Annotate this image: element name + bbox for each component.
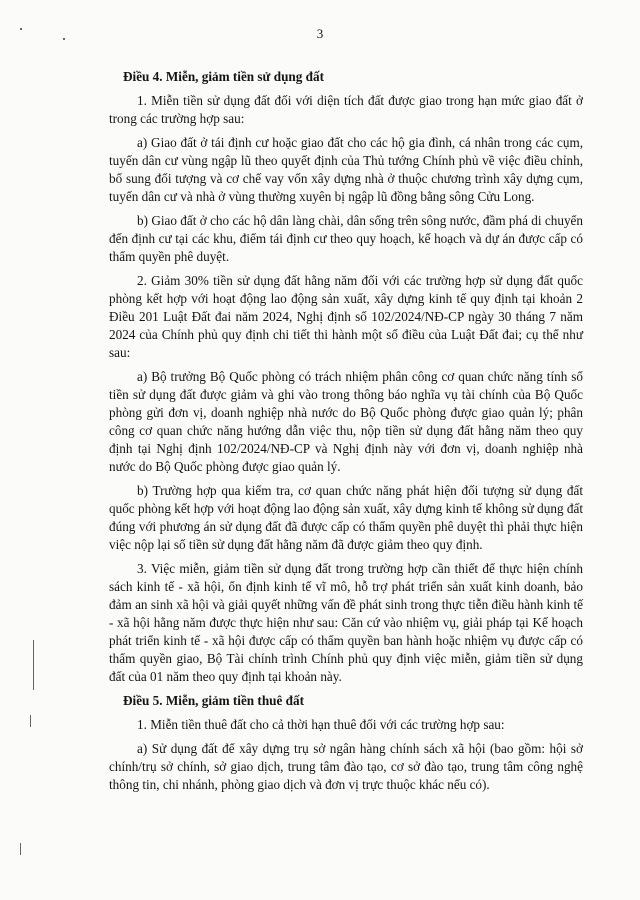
scan-mark	[30, 715, 31, 727]
article-4-clause-2b: b) Trường hợp qua kiểm tra, cơ quan chức năng phát hiện đối tượng sử dụng đất quốc phòng kết hợp với hoạt động lao động sản xuất, xây dựng kinh tế không sử dụng đất đúng với phương án sử dụng đất đã được cấp có thẩm quyền phê duyệt thì phải thực hiện việc nộp lại số tiền sử dụng đất hằng năm đã được giảm theo quy định.	[109, 483, 583, 552]
article-4-title: Điều 4. Miễn, giảm tiền sử dụng đất	[123, 69, 324, 84]
scan-mark	[20, 843, 21, 855]
article-4-clause-1b: b) Giao đất ở cho các hộ dân làng chài, dân sống trên sông nước, đầm phá di chuyển đến định cư tại các khu, điểm tái định cư theo quy hoạch, kế hoạch và dự án được cấp có thẩm quyền phê duyệt.	[109, 213, 583, 264]
article-5-clause-1a: a) Sử dụng đất để xây dựng trụ sở ngân hàng chính sách xã hội (bao gồm: hội sở chính/trụ sở chính, sở giao dịch, trung tâm đào tạo, cơ sở đào tạo, trung tâm công nghệ thông tin, chi nhánh, phòng giao dịch và đơn vị trực thuộc khác nếu có).	[109, 741, 583, 792]
article-4-clause-2: 2. Giảm 30% tiền sử dụng đất hằng năm đối với các trường hợp sử dụng đất quốc phòng kết hợp với hoạt động lao động sản xuất, xây dựng kinh tế quy định tại khoản 2 Điều 201 Luật Đất đai năm 2024, Nghị định số 102/2024/NĐ-CP ngày 30 tháng 7 năm 2024 của Chính phủ quy định chi tiết thi hành một số điều của Luật Đất đai; cụ thể như sau:	[109, 273, 583, 360]
article-4-clause-3: 3. Việc miễn, giảm tiền sử dụng đất trong trường hợp cần thiết để thực hiện chính sách kinh tế - xã hội, ổn định kinh tế vĩ mô, hỗ trợ phát triển sản xuất kinh doanh, bảo đảm an sinh xã hội và giải quyết những vấn đề phát sinh trong thực tiễn điều hành kinh tế - xã hội hằng năm được thực hiện như sau: Căn cứ vào nhiệm vụ, giải pháp tại Kế hoạch phát triển kinh tế - xã hội được cấp có thẩm quyền ban hành hoặc nhiệm vụ được cấp có thẩm quyền giao, Bộ Tài chính trình Chính phủ quy định việc miễn, giảm tiền sử dụng đất của 01 năm theo quy định tại khoản này.	[109, 561, 583, 684]
article-4-clause-1a: a) Giao đất ở tái định cư hoặc giao đất cho các hộ gia đình, cá nhân trong các cụm, tuyến dân cư vùng ngập lũ theo quyết định của Thủ tướng Chính phủ về việc điều chỉnh, bổ sung đối tượng và cơ chế vay vốn xây dựng nhà ở thuộc chương trình xây dựng cụm, tuyến dân cư và nhà ở vùng thường xuyên bị ngập lũ đồng bằng sông Cửu Long.	[109, 135, 583, 204]
page-number: 3	[316, 26, 324, 41]
article-4-clause-2a: a) Bộ trưởng Bộ Quốc phòng có trách nhiệm phân công cơ quan chức năng tính số tiền sử dụng đất được giảm và ghi vào trong thông báo nghĩa vụ tài chính của Bộ Quốc phòng gửi đơn vị, doanh nghiệp nhà nước do Bộ Quốc phòng được giao quản lý; phân công cơ quan chức năng hướng dẫn việc thu, nộp tiền sử dụng đất hằng năm theo quy định tại Nghị định 102/2024/NĐ-CP và Nghị định này với đơn vị, doanh nghiệp nhà nước do Bộ Quốc phòng được giao quản lý.	[109, 369, 583, 474]
article-4-clause-1: 1. Miễn tiền sử dụng đất đối với diện tích đất được giao trong hạn mức giao đất ở trong các trường hợp sau:	[109, 93, 583, 126]
scan-mark	[33, 640, 34, 690]
article-5-title: Điều 5. Miễn, giảm tiền thuê đất	[123, 693, 304, 708]
document-body	[109, 68, 583, 800]
article-5-clause-1: 1. Miễn tiền thuê đất cho cả thời hạn thuê đối với các trường hợp sau:	[137, 717, 505, 732]
